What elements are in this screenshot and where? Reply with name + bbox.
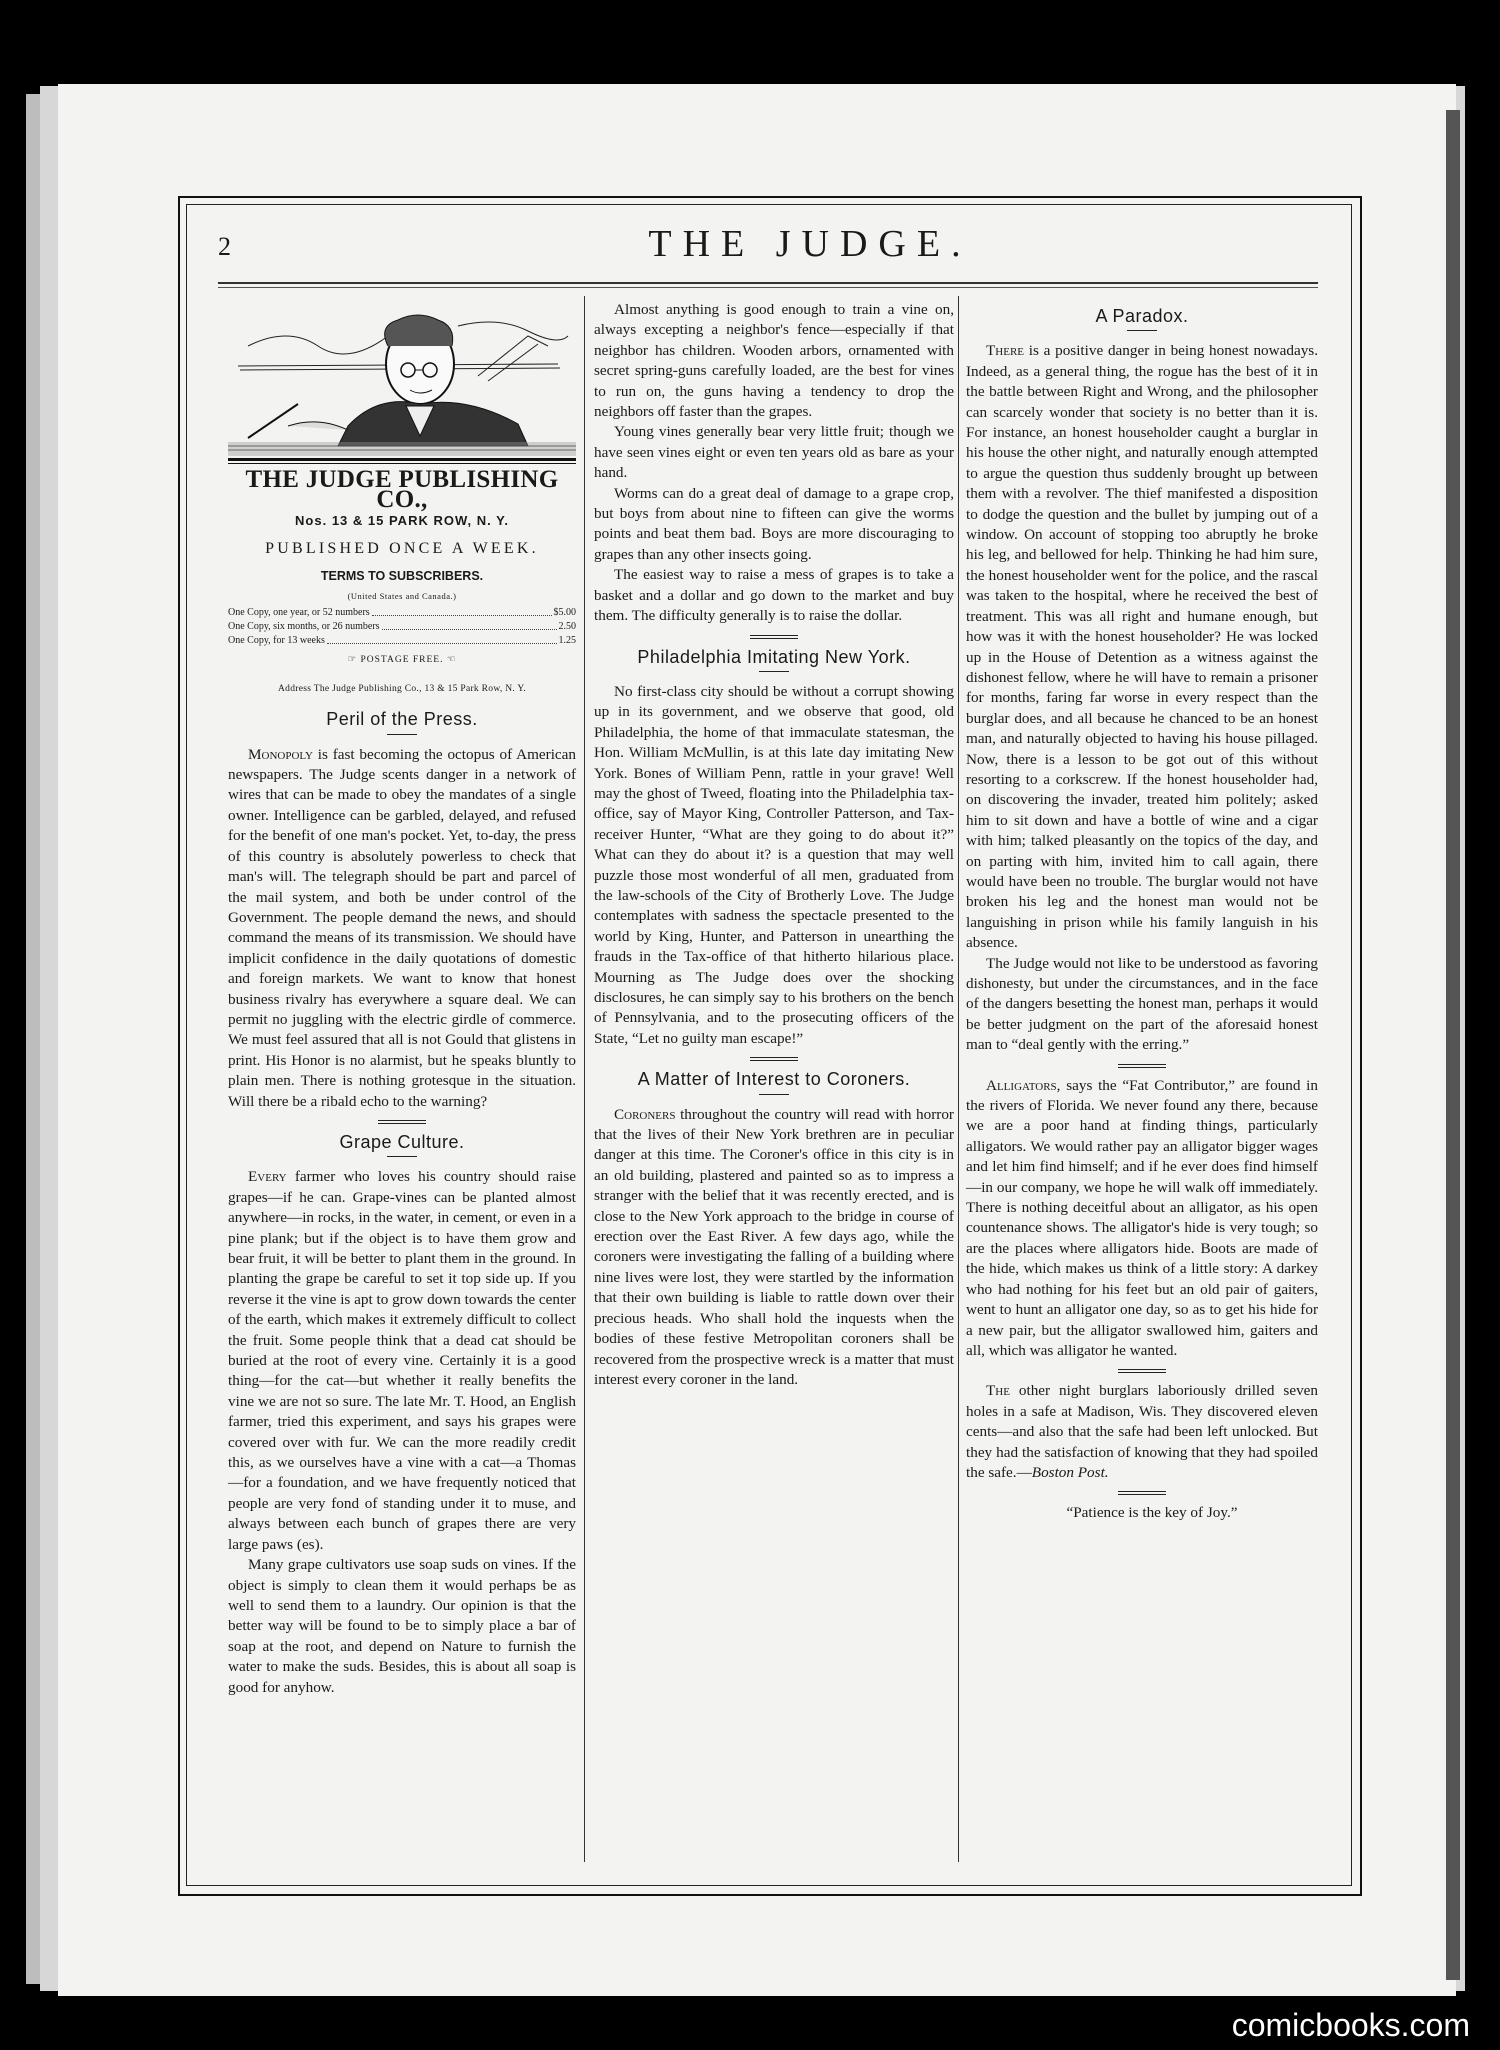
article-paradox-p2: The Judge would not like to be understood as favoring dishonesty, but under the circumstances, and in the face of the dangers besetting the honest man, perhaps it would be better judgment on the part of the aforesaid honest man to “deal gently with the erring.” [966, 954, 1318, 1054]
editor-illustration [228, 306, 576, 456]
price-row: One Copy, one year, or 52 numbers $5.00 [228, 607, 576, 619]
column-3 [966, 300, 1318, 1524]
price-row: One Copy, for 13 weeks 1.25 [228, 635, 576, 647]
section-separator [1118, 1491, 1166, 1495]
masthead-rule-thin [218, 287, 1318, 288]
section-separator [1118, 1064, 1166, 1068]
article-title-peril: Peril of the Press. [326, 709, 478, 730]
title-rule [387, 1156, 417, 1157]
masthead-title: THE JUDGE. [648, 223, 972, 265]
book-spine [1446, 110, 1460, 1980]
article-grape-p6: The easiest way to raise a mess of grapes is to take a basket and a dollar and go down to the market and buy them. The difficulty generally is to raise the dollar. [594, 566, 954, 625]
article-grape-p4: Young vines generally bear very little fruit; though we have seen vines eight or even ten years old as bare as your hand. [594, 423, 954, 482]
judge-writing-icon [228, 306, 576, 456]
title-rule [759, 1094, 789, 1095]
section-separator [1118, 1369, 1166, 1373]
article-title-paradox: A Paradox. [1095, 306, 1189, 326]
pointing-hand-icon: ☞ [347, 655, 358, 666]
publisher-address: Nos. 13 & 15 PARK ROW, N. Y. [295, 512, 509, 528]
column-1 [228, 306, 576, 1698]
article-title-grape: Grape Culture. [339, 1131, 465, 1152]
title-rule [387, 734, 417, 735]
publication-frequency: PUBLISHED ONCE A WEEK. [265, 540, 539, 558]
publisher-rule [228, 458, 576, 461]
article-grape-p2: Many grape cultivators use soap suds on vines. If the object is simply to clean them it would perhaps be as well to send them to a laundry. Our opinion is that the better way will be found to be to simply place a bar of soap at the root, and depend on Nature to furnish the water to make the suds. Besides, this is about all soap is good for anyhow. [228, 1556, 576, 1696]
article-alligators-body: Alligators, says the “Fat Contributor,” are found in the rivers of Florida. We never found any there, because we are a poor hand at finding things, particularly alligators. We would rather pay an alligator bigger wages and let him find himself; and if he ever does find himself—in our company, we hope he will walk off immediately. There is nothing deceitful about an alligator, as his open countenance shows. The alligator's hide is very tough; so are the places where alligators hide. Boots are made of the hide, which makes us think of a little story: A darkey who had nothing for his feet but an old pair of gaiters, went to hunt an alligator one day, so as to get his hide for a new pair, but the alligator swallowed him, gaiters and all, which was alligator he wanted. [966, 1076, 1318, 1359]
article-title-coroners: A Matter of Interest to Coroners. [637, 1069, 911, 1090]
watermark: comicbooks.com [1231, 2007, 1470, 2043]
article-coroners-body: Coroners throughout the country will read with horror that the lives of their New York brethren are in peculiar danger at this time. The Coroner's office in this city is in an old building, plastered and painted so as to impress a stranger with the belief that it was recently erected, and is close to the New York approach to the bridge in course of erection over the East River. A few days ago, while the coroners were investigating the falling of a building where nine lives were lost, they were startled by the information that their own building is liable to rattle down over their precious heads. Who shall hold the inquests when the bodies of these festive Metropolitan coroners shall be recovered from the prospective wreck is a matter that must interest every coroner in the land. [594, 1105, 954, 1388]
article-peril-body: Monopoly is fast becoming the octopus of American newspapers. The Judge scents danger in a network of wires that can be made to obey the mandates of a single owner. Intelligence can be garbled, delayed, and refused for the benefit of one man's pocket. Yet, to-day, the press of this country is absolutely powerless to check that man's will. The telegraph should be part and parcel of the mail system, and both be under control of the Government. The people demand the news, and should command the means of its transmission. We should have implicit confidence in the daily quotations of domestic and foreign markets. We want to know that honest business rivalry has everywhere a square deal. We can permit no juggling with the electric girdle of commerce. We must feel assured that all is not Gould that glistens in print. His Honor is no alarmist, but he speaks bluntly to plain men. There is nothing grotesque in the situation. Will there be a ribald echo to the warning? [228, 745, 576, 1110]
publisher-rule-thin [228, 463, 576, 464]
article-burglars-body: The other night burglars laboriously drilled seven holes in a safe at Madison, Wis. They discovered eleven cents—and also that the safe had been left unlocked. But they had the satisfaction of knowing that they had spoiled the safe.—Boston Post. [966, 1382, 1318, 1481]
title-rule [1127, 330, 1157, 331]
article-title-philly: Philadelphia Imitating New York. [637, 646, 911, 667]
publisher-name: THE JUDGE PUBLISHING CO., [245, 466, 559, 514]
title-rule [759, 671, 789, 672]
publisher-address-line: Address The Judge Publishing Co., 13 & 15 Park Row, N. Y. [277, 683, 526, 694]
column-divider-left [584, 296, 585, 1862]
section-separator [750, 635, 798, 639]
column-2 [594, 300, 954, 1390]
terms-heading: TERMS TO SUBSCRIBERS. [320, 568, 484, 583]
section-separator [750, 1057, 798, 1061]
price-row: One Copy, six months, or 26 numbers 2.50 [228, 621, 576, 633]
terms-subheading: (United States and Canada.) [347, 591, 457, 602]
column-divider-right [958, 296, 959, 1862]
pointing-hand-icon: ☜ [446, 655, 457, 666]
article-paradox-body: There is a positive danger in being honest nowadays. Indeed, as a general thing, the rogue has the best of it in the battle between Right and Wrong, and the philosopher can scarcely wonder that society is no better than it is. For instance, an honest householder caught a burglar in his house the other night, and naturally enough attempted to argue the question thus suddenly brought up between them with a revolver. The thief manifested a disposition to dodge the question and the bullet by jumping out of a window. On account of stopping too abruptly he broke his leg, and bellowed for help. Thinking he had him sure, the honest householder went for the police, and the rascal was taken to the hospital, where he received the best of treatment. This was all right and humane enough, but how was it with the honest householder? He was locked up in the House of Detention as a witness against the dishonest fellow, where he will have to remain a prisoner for months, faring far worse in every respect than the burglar does, and all because he chanced to be an honest man, and naturally objected to having his house pillaged. Now, there is a lesson to be got out of this without resorting to a corkscrew. If the honest householder had, on discovering the invader, treated him politely; asked him to sit down and have a bottle of wine and a cigar with him; talked pleasantly on the topics of the day, and on parting with him, invited him to call again, there would have been no trouble. The burglar would not have broken his leg and the honest man would not be languishing in prison while his family languish in his absence. [966, 342, 1318, 952]
article-grape-p5: Worms can do a great deal of damage to a grape crop, but boys from about nine to fifteen can give the worms points and beat them bad. Boys are more discouraging to grapes than any other insects going. [594, 484, 954, 563]
section-separator [378, 1120, 426, 1124]
page-number: 2 [218, 232, 231, 261]
patience-quote: “Patience is the key of Joy.” [1066, 1504, 1238, 1522]
article-grape-p3: Almost anything is good enough to train a vine on, always excepting a neighbor's fence—especially if that neighbor has children. Wooden arbors, ornamented with secret spring-guns carefully loaded, are the best for vines to run on, the guns having a tendency to drop the neighbors off faster than the grapes. [594, 301, 954, 421]
masthead-rule [218, 282, 1318, 284]
postage-note: ☞ POSTAGE FREE. ☜ [347, 655, 457, 666]
article-philly-body: No first-class city should be without a corrupt showing up in its government, and we observe that good, old Philadelphia, the home of that immaculate statesman, the Hon. William McMullin, is at this late day imitating New York. Bones of William Penn, rattle in your grave! Well may the ghost of Tweed, floating into the Philadelphia tax-office, say of Mayor King, Controller Patterson, and Tax-receiver Hunter, “What are they going to do about it?” What can they do about it? is a question that may well puzzle those most wonderful of all men, graduated from the law-schools of the City of Brotherly Love. The Judge contemplates with sadness the spectacle presented to the world by King, Hunter, and Patterson in unearthing the frauds in the Tax-office of that hitherto hilarious place. Mourning as The Judge does over the shocking disclosures, he can simply say to his brothers on the bench of Pennsylvania, and to the prosecuting officers of the State, “Let no guilty man escape!” [594, 682, 954, 1047]
article-grape-body: Every farmer who loves his country should raise grapes—if he can. Grape-vines can be planted almost anywhere—in rocks, in the water, in cement, or even in a pine plank; but if the object is to have them grow and bear fruit, it will be better to plant them in the ground. In planting the grape be careful to set it top side up. If you reverse it the vine is apt to grow down towards the center of the earth, which makes it extremely difficult to collect the fruit. Some people think that a dead cat should be buried at the root of every vine. Certainly it is a good thing—for the cat—but whether it really benefits the vine we are not so sure. The late Mr. T. Hood, an English farmer, tried this experiment, and says his grapes were covered over with fur. We can the more readily credit this, as we ourselves have a vine with a cat—a Thomas—for a foundation, and we have frequently noticed that people are very fond of standing under it to muse, and always between each bunch of grapes there are very large paws (es). [228, 1168, 576, 1553]
